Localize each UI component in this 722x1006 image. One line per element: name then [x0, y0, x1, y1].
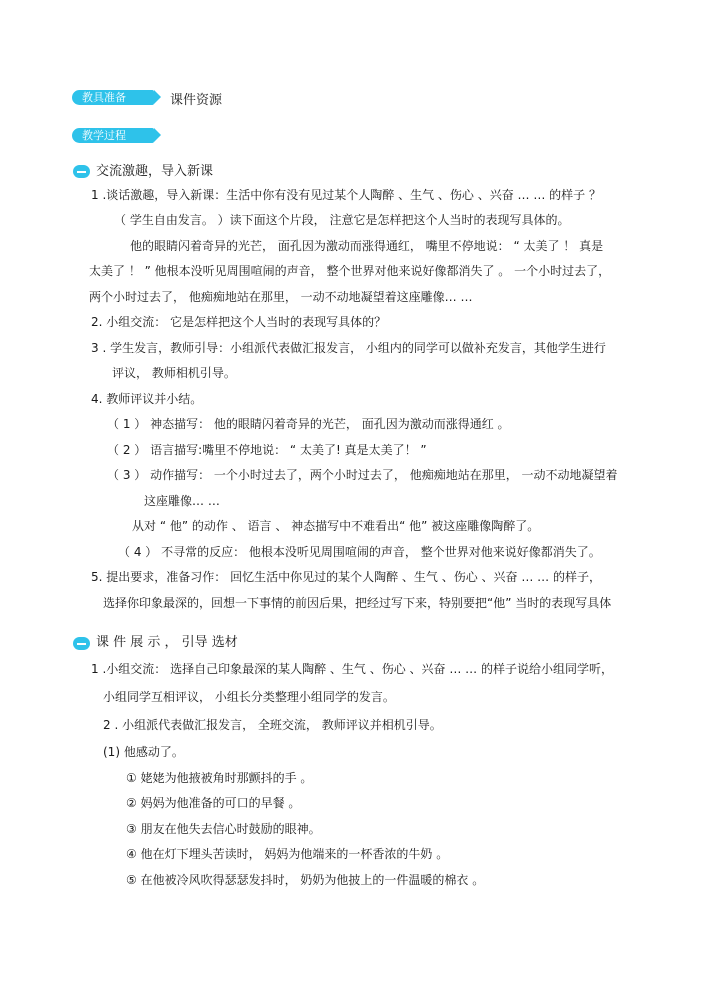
s1-line-13: 这座雕像… … — [144, 494, 220, 508]
s1-line-11: （ 2 ） 语言描写:嘴里不停地说： “ 太美了! 真是太美了！ ” — [107, 443, 427, 457]
s1-line-8: 评议， 教师相机引导。 — [112, 366, 236, 380]
s1-line-15: （ 4 ） 不寻常的反应： 他根本没听见周围喧闹的声音， 整个世界对他来说好像都消失了。 — [118, 545, 601, 559]
s1-line-16: 5. 提出要求，准备习作： 回忆生活中你见过的某个人陶醉 、生气 、伤心 、兴奋 … … 的样子， — [91, 570, 601, 584]
s2-line-9: ⑤ 在他被冷风吹得瑟瑟发抖时， 奶奶为他披上的一件温暖的棉衣 。 — [126, 873, 485, 887]
section1-title: 交流激趣，导入新课 — [96, 164, 214, 179]
s2-line-8: ④ 他在灯下埋头苦读时， 妈妈为他端来的一杯香浓的牛奶 。 — [126, 847, 449, 861]
s1-line-5: 两个小时过去了， 他痴痴地站在那里， 一动不动地凝望着这座雕像… … — [89, 290, 473, 304]
process-badge-label: 教学过程 — [82, 129, 126, 142]
s1-line-6: 2. 小组交流： 它是怎样把这个人当时的表现写具体的？ — [91, 315, 387, 329]
s2-line-4: (1) 他感动了。 — [103, 745, 184, 759]
prep-badge — [72, 90, 154, 105]
s2-line-5: ① 姥姥为他掖被角时那颤抖的手 。 — [126, 771, 313, 785]
s2-line-7: ③ 朋友在他失去信心时鼓励的眼神。 — [126, 822, 321, 836]
s2-line-6: ② 妈妈为他准备的可口的早餐 。 — [126, 796, 301, 810]
process-badge — [72, 128, 154, 143]
s1-line-4: 太美了 ！ ” 他根本没听见周围喧闹的声音， 整个世界对他来说好像都消失了 。 一个小时过去了， — [89, 264, 611, 278]
s1-line-12: （ 3 ） 动作描写： 一个小时过去了，两个小时过去了， 他痴痴地站在那里， 一动不动地凝望着 — [107, 468, 618, 482]
section2-title: 课 件 展 示 ， 引导 选材 — [96, 635, 238, 650]
s1-line-2: （ 学生自由发言。 ）读下面这个片段， 注意它是怎样把这个人当时的表现写具体的。 — [114, 213, 570, 227]
s2-line-3: 2 . 小组派代表做汇报发言， 全班交流， 教师评议并相机引导。 — [103, 718, 442, 732]
s1-line-3: 他的眼睛闪着奇异的光芒， 面孔因为激动而涨得通红， 嘴里不停地说： “ 太美了 ！ 真是 — [130, 239, 604, 253]
prep-text: 课件资源 — [170, 93, 223, 108]
s2-line-1: 1 .小组交流： 选择自己印象最深的某人陶醉 、生气 、伤心 、兴奋 … … 的样子说给小组同学听， — [91, 662, 613, 676]
section1-icon — [73, 165, 90, 178]
s2-line-2: 小组同学互相评议， 小组长分类整理小组同学的发言。 — [103, 690, 395, 704]
s1-line-10: （ 1 ） 神态描写： 他的眼睛闪着奇异的光芒， 面孔因为激动而涨得通红 。 — [107, 417, 510, 431]
s1-line-7: 3 . 学生发言，教师引导：小组派代表做汇报发言， 小组内的同学可以做补充发言，其他学生进行 — [91, 341, 606, 355]
s1-line-17: 选择你印象最深的，回想一下事情的前因后果，把经过写下来，特别要把“他” 当时的表现写具体 — [103, 596, 612, 610]
s1-line-14: 从对 “ 他” 的动作 、 语言 、 神态描写中不难看出“ 他” 被这座雕像陶醉了。 — [132, 519, 540, 533]
s1-line-9: 4. 教师评议并小结。 — [91, 392, 203, 406]
s1-line-1: 1 .谈话激趣，导入新课：生活中你有没有见过某个人陶醉 、生气 、伤心 、兴奋 … … 的样子 ？ — [91, 188, 601, 202]
prep-badge-label: 教具准备 — [82, 91, 126, 104]
section2-icon — [73, 637, 90, 650]
